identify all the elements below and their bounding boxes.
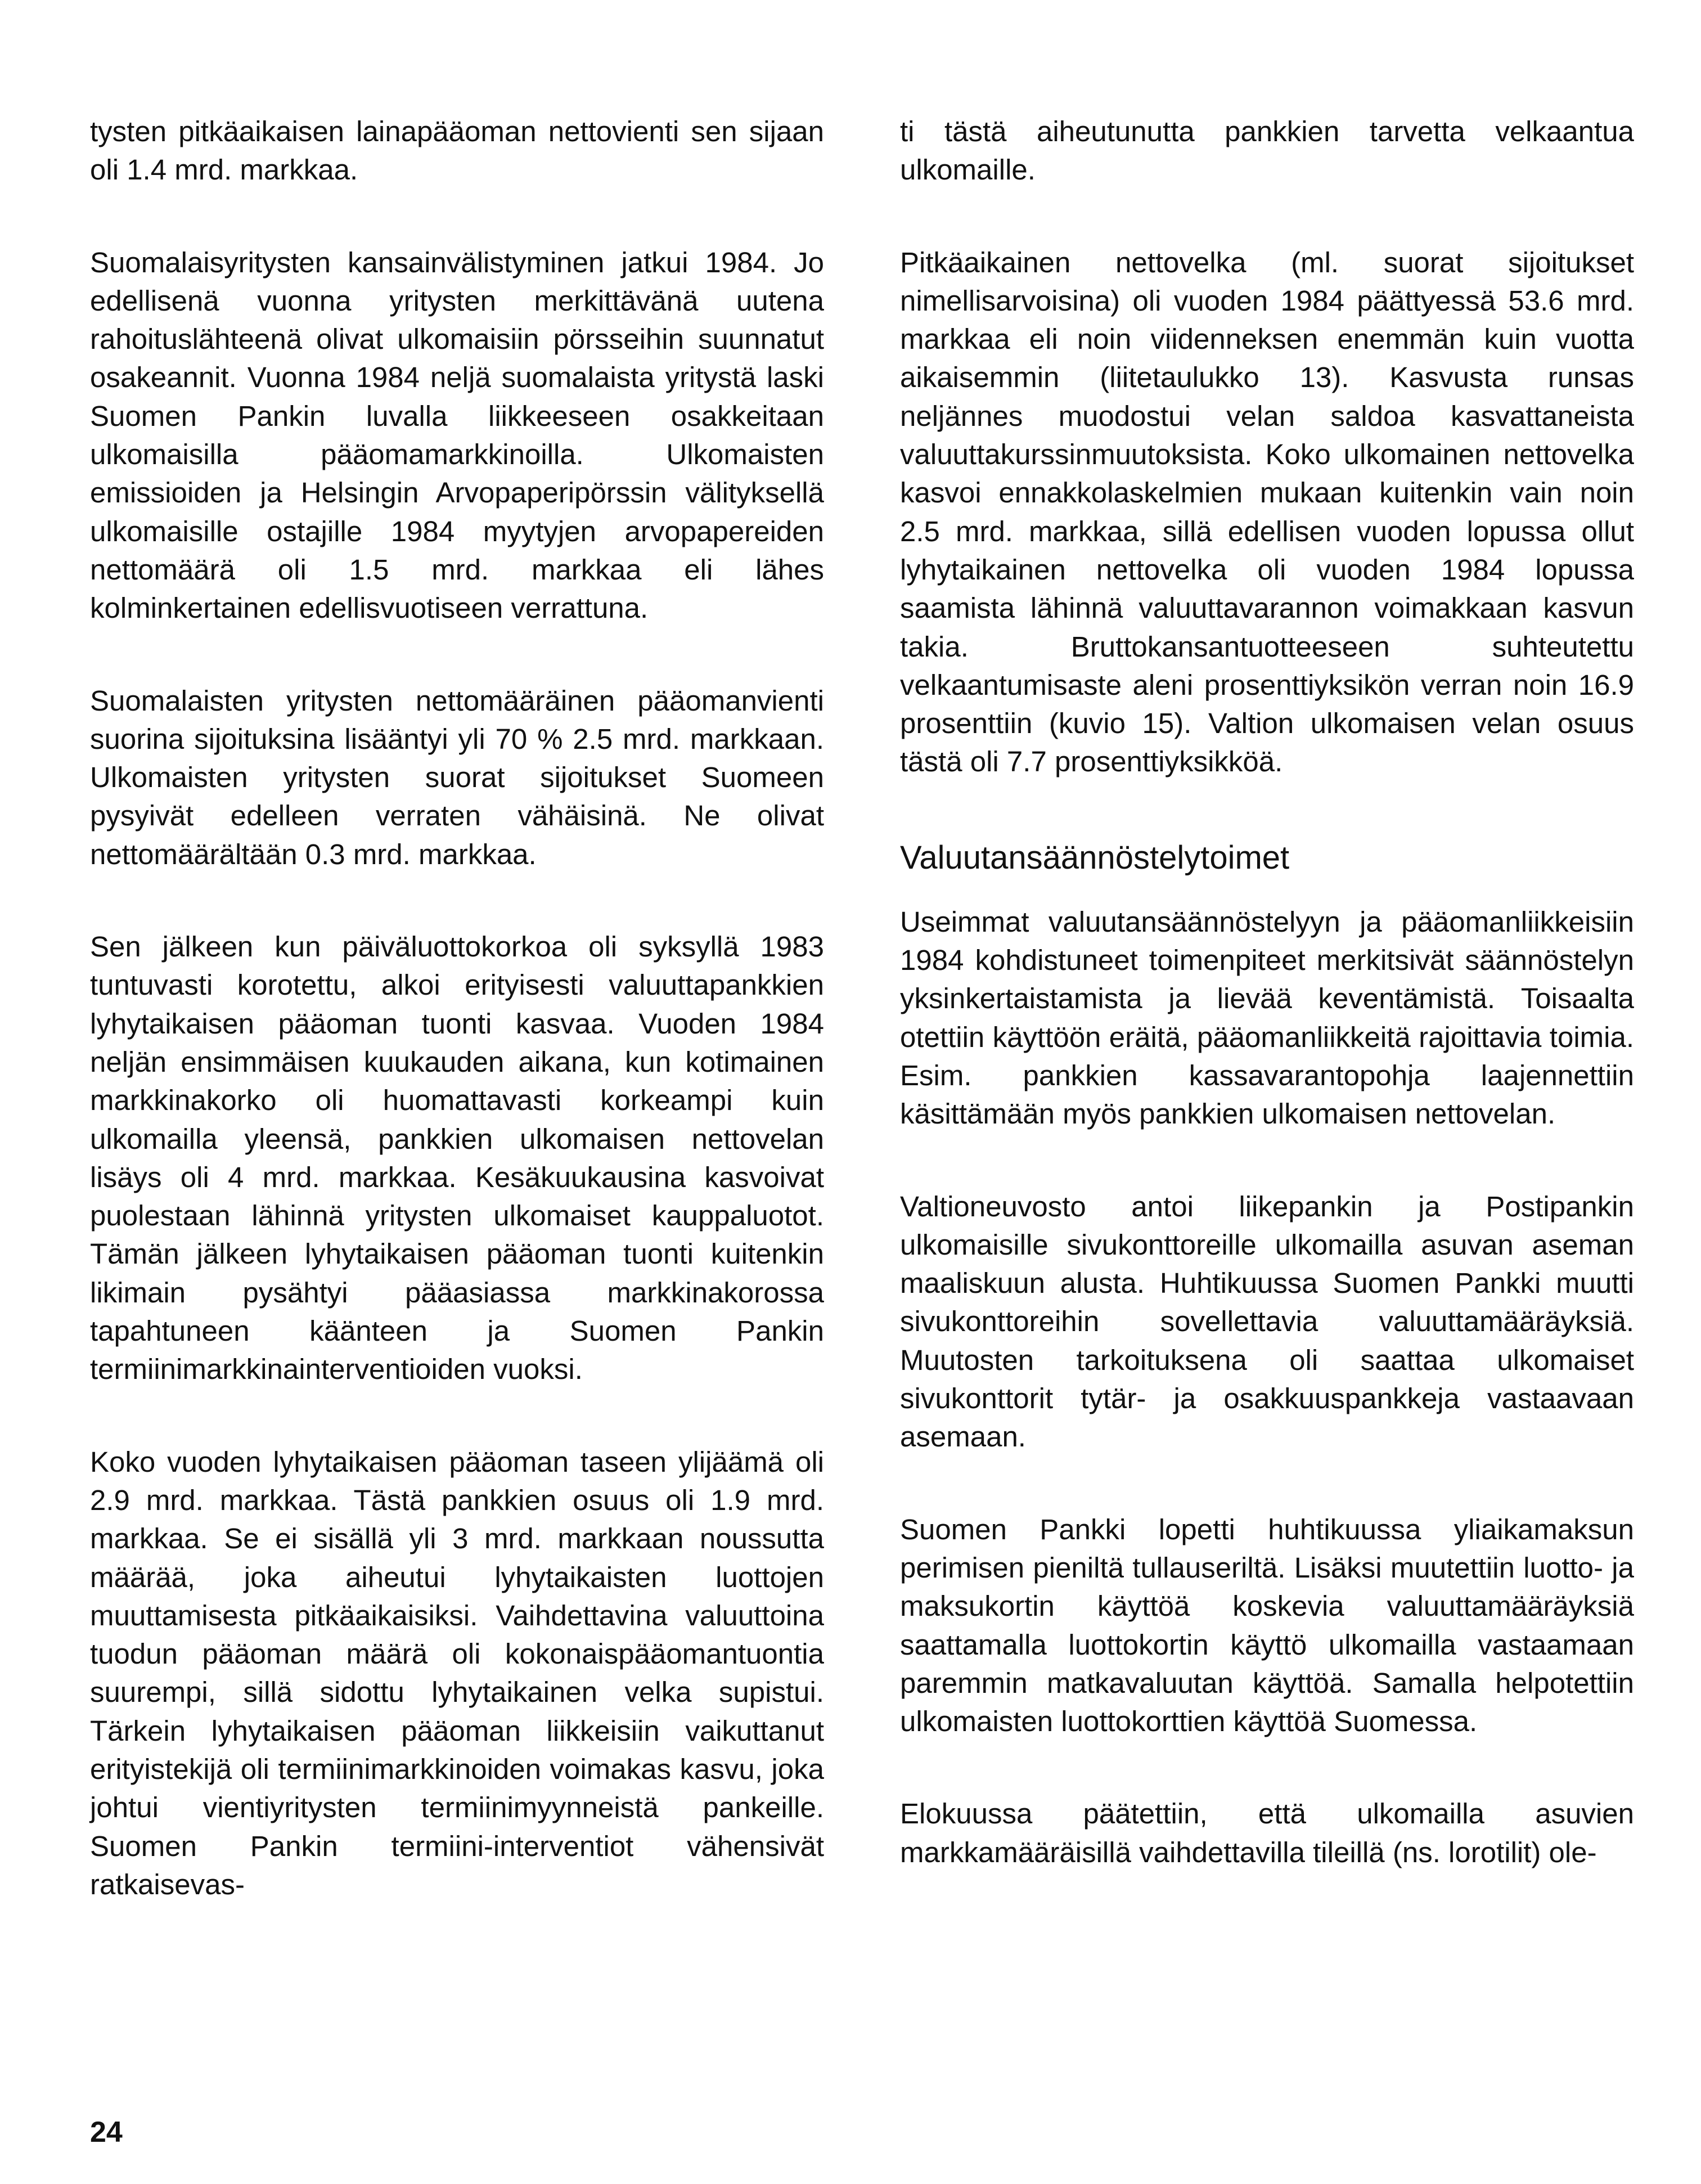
body-paragraph: Elokuussa päätettiin, että ulkomailla asuvien markkamääräisillä vaihdettavilla tileillä (ns. lorotilit) ole- [900, 1797, 1634, 1868]
body-paragraph: ti tästä aiheutunutta pankkien tarvetta velkaantua ulkomaille. [900, 115, 1634, 186]
body-paragraph: Koko vuoden lyhytaikaisen pääoman taseen ylijäämä oli 2.9 mrd. markkaa. Tästä pankkien osuus oli 1.9 mrd. markkaa. Se ei sisällä yli 3 mrd. markkaan noussutta määrää, joka aiheutui lyhytaikaisten luottojen muuttamisesta pitkäaikaisiksi. Vaihdettavina valuuttoina tuodun pääoman määrä oli kokonaispääomantuontia suurempi, sillä sidottu lyhytaikainen velka supistui. Tärkein lyhytaikaisen pääoman liikkeisiin vaikuttanut erityistekijä oli termiinimarkkinoiden voimakas kasvu, joka johtui vientiyritysten termiinimyynneistä pankeille. Suomen Pankin termiini-interventiot vähensivät ratkaisevas- [90, 1445, 824, 1900]
body-paragraph: Suomen Pankki lopetti huhtikuussa yliaikamaksun perimisen pieniltä tullauseriltä. Lisäksi muutettiin luotto- ja maksukortin käyttöä koskevia valuuttamääräyksiä saattamalla luottokortin käyttö ulkomailla vastaamaan paremmin matkavaluutan käyttöä. Samalla helpotettiin ulkomaisten luottokorttien käyttöä Suomessa. [900, 1513, 1634, 1738]
body-paragraph: Sen jälkeen kun päiväluottokorkoa oli syksyllä 1983 tuntuvasti korotettu, alkoi erityisesti valuuttapankkien lyhytaikaisen pääoman tuonti kasvaa. Vuoden 1984 neljän ensimmäisen kuukauden aikana, kun kotimainen markkinakorko oli huomattavasti korkeampi kuin ulkomailla yleensä, pankkien ulkomaisen nettovelan lisäys oli 4 mrd. markkaa. Kesäkuukausina kasvoivat puolestaan lähinnä yritysten ulkomaiset kauppaluotot. Tämän jälkeen lyhytaikaisen pääoman tuonti kuitenkin likimain pysähtyi pääasiassa markkinakorossa tapahtuneen käänteen ja Suomen Pankin termiinimarkkinainterventioiden vuoksi. [90, 931, 824, 1386]
body-paragraph: Valtioneuvosto antoi liikepankin ja Postipankin ulkomaisille sivukonttoreille ulkomailla asuvan aseman maaliskuun alusta. Huhtikuussa Suomen Pankki muutti sivukonttoreihin sovellettavia valuuttamääräyksiä. Muutosten tarkoituksena oli saattaa ulkomaiset sivukonttorit tytär- ja osakkuuspankkeja vastaavaan asemaan. [900, 1190, 1634, 1453]
body-paragraph: Suomalaisten yritysten nettomääräinen pääomanvienti suorina sijoituksina lisääntyi yli 70 % 2.5 mrd. markkaan. Ulkomaisten yritysten suorat sijoitukset Suomeen pysyivät edelleen verraten vähäisinä. Ne olivat nettomäärältään 0.3 mrd. markkaa. [90, 684, 824, 870]
section-heading: Valuutansäännöstelytoimet [900, 839, 1290, 876]
body-paragraph: Useimmat valuutansäännöstelyyn ja pääomanliikkeisiin 1984 kohdistuneet toimenpiteet merkitsivät säännöstelyn yksinkertaistamista ja lievää keventämistä. Toisaalta otettiin käyttöön eräitä, pääomanliikkeitä rajoittavia toimia. Esim. pankkien kassavarantopohja laajennettiin käsittämään myös pankkien ulkomaisen nettovelan. [900, 905, 1634, 1130]
page-number: 24 [90, 2116, 123, 2149]
right-column [900, 113, 1634, 1926]
body-paragraph: Suomalaisyritysten kansainvälistyminen jatkui 1984. Jo edellisenä vuonna yritysten merkittävänä uutena rahoituslähteenä olivat ulkomaisiin pörsseihin suunnatut osakeannit. Vuonna 1984 neljä suomalaista yritystä laski Suomen Pankin luvalla liikkeeseen osakkeitaan ulkomaisilla pääomamarkkinoilla. Ulkomaisten emissioiden ja Helsingin Arvopaperipörssin välityksellä ulkomaisille ostajille 1984 myytyjen arvopapereiden nettomäärä oli 1.5 mrd. markkaa eli lähes kolminkertainen edellisvuotiseen verrattuna. [90, 246, 824, 624]
body-paragraph: Pitkäaikainen nettovelka (ml. suorat sijoitukset nimellisarvoisina) oli vuoden 1984 päättyessä 53.6 mrd. markkaa eli noin viidenneksen enemmän kuin vuotta aikaisemmin (liitetaulukko 13). Kasvusta runsas neljännes muodostui velan saldoa kasvattaneista valuuttakurssinmuutoksista. Koko ulkomainen nettovelka kasvoi ennakkolaskelmien mukaan kuitenkin vain noin 2.5 mrd. markkaa, sillä edellisen vuoden lopussa ollut lyhytaikainen nettovelka oli vuoden 1984 lopussa saamista lähinnä valuuttavarannon voimakkaan kasvun takia. Bruttokansantuotteeseen suhteutettu velkaantumisaste aleni prosenttiyksikön verran noin 16.9 prosenttiin (kuvio 15). Valtion ulkomaisen velan osuus tästä oli 7.7 prosenttiyksikköä. [900, 246, 1634, 778]
body-paragraph: tysten pitkäaikaisen lainapääoman nettovienti sen sijaan oli 1.4 mrd. markkaa. [90, 115, 824, 186]
left-column [90, 113, 824, 1958]
